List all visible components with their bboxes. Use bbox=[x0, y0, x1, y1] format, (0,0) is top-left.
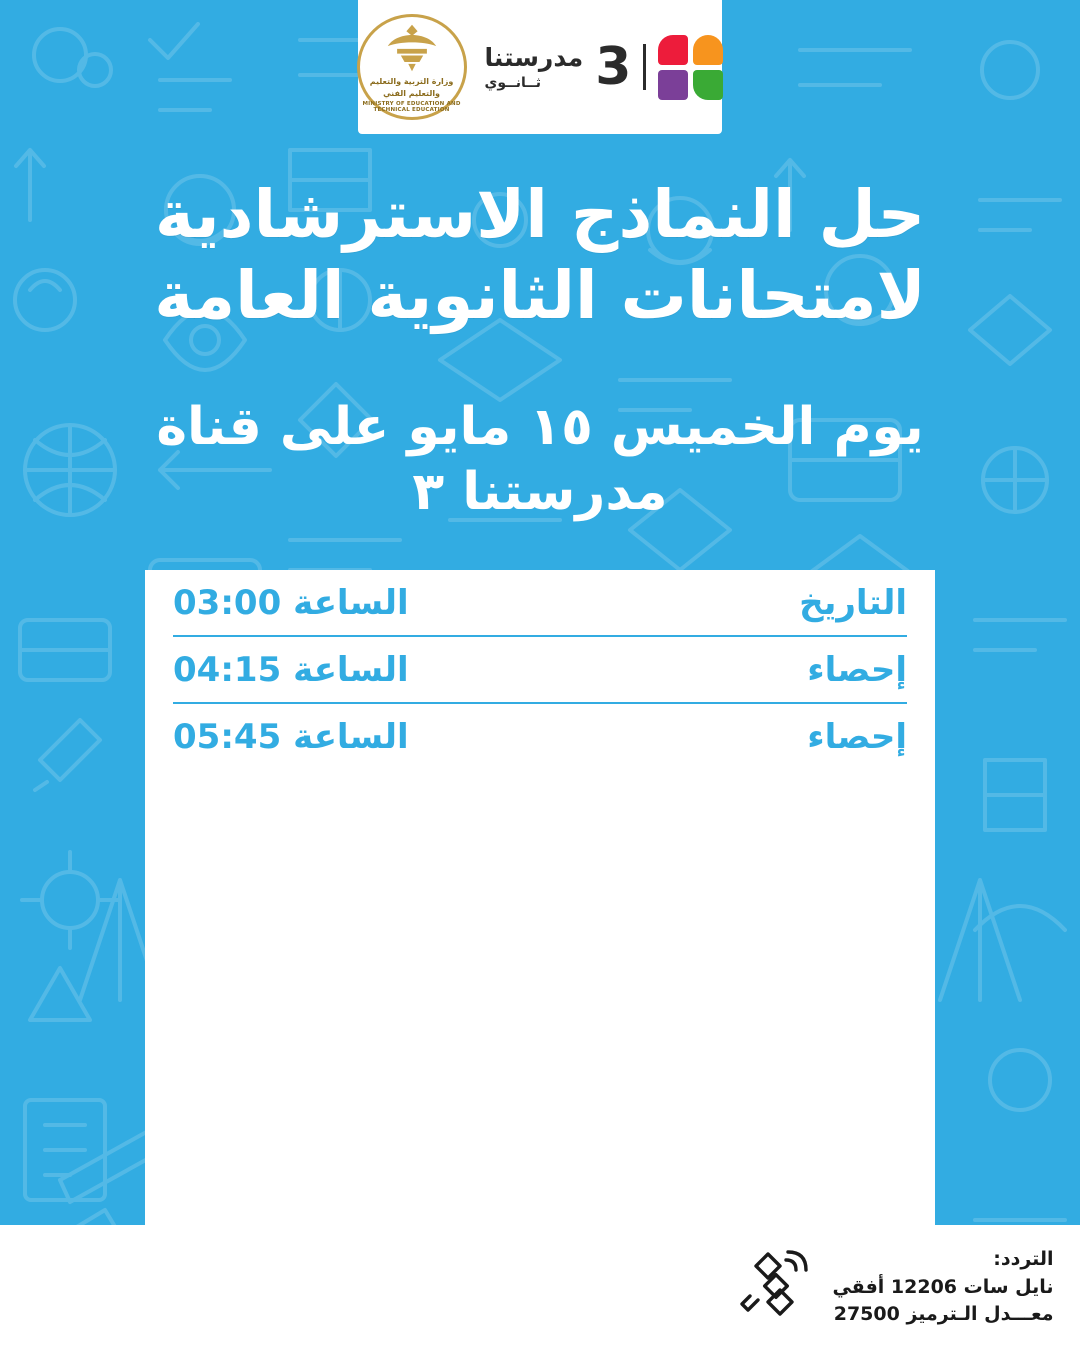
airing-time: الساعة 05:45 bbox=[173, 716, 409, 757]
ministry-name-ar-line1: وزارة التربية والتعليم bbox=[369, 77, 454, 86]
eagle-emblem-icon bbox=[384, 21, 440, 75]
frequency-info bbox=[736, 1246, 1053, 1329]
ministry-logo-ring bbox=[357, 14, 467, 120]
airing-time: الساعة 04:15 bbox=[173, 649, 409, 690]
block-orange bbox=[693, 35, 723, 65]
brand-text bbox=[484, 42, 584, 91]
ministry-name-ar-line2: والتعليم الفني bbox=[383, 89, 441, 98]
ministry-name-en: MINISTRY OF EDUCATION AND TECHNICAL EDUCATION bbox=[362, 101, 461, 113]
frequency-satellite: نايل سات 12206 أفقي bbox=[832, 1275, 1054, 1298]
frequency-text bbox=[832, 1246, 1053, 1329]
block-green bbox=[693, 70, 723, 100]
satellite-icon bbox=[736, 1248, 814, 1326]
airing-time: الساعة 03:00 bbox=[173, 582, 409, 623]
brand-stage: ثــانــوي bbox=[484, 74, 542, 91]
table-row bbox=[173, 570, 907, 637]
subject-name: إحصاء bbox=[807, 716, 907, 757]
frequency-label: التردد: bbox=[993, 1248, 1054, 1271]
frequency-symbol-rate: معـــدل الـترميز 27500 bbox=[833, 1303, 1054, 1326]
madrasatna-brand-logo bbox=[595, 35, 723, 100]
headline: حل النماذج الاسترشادية لامتحانات الثانوية العامة bbox=[154, 176, 926, 334]
brand-name: مدرستنا bbox=[484, 42, 584, 72]
madrasatna-blocks-icon bbox=[658, 35, 723, 100]
subject-name: التاريخ bbox=[799, 582, 907, 623]
block-red bbox=[658, 35, 688, 65]
schedule-card bbox=[145, 570, 935, 1225]
block-purple bbox=[658, 70, 688, 100]
brand-divider bbox=[643, 44, 646, 90]
subject-name: إحصاء bbox=[807, 649, 907, 690]
ministry-of-education-logo bbox=[357, 11, 467, 123]
logo-bar bbox=[358, 0, 722, 134]
table-row bbox=[173, 704, 907, 769]
grade-number: 3 bbox=[595, 36, 632, 97]
footer bbox=[0, 1225, 1080, 1350]
table-row bbox=[173, 637, 907, 704]
subheadline: يوم الخميس ١٥ مايو على قناة مدرستنا ٣ bbox=[156, 397, 924, 522]
